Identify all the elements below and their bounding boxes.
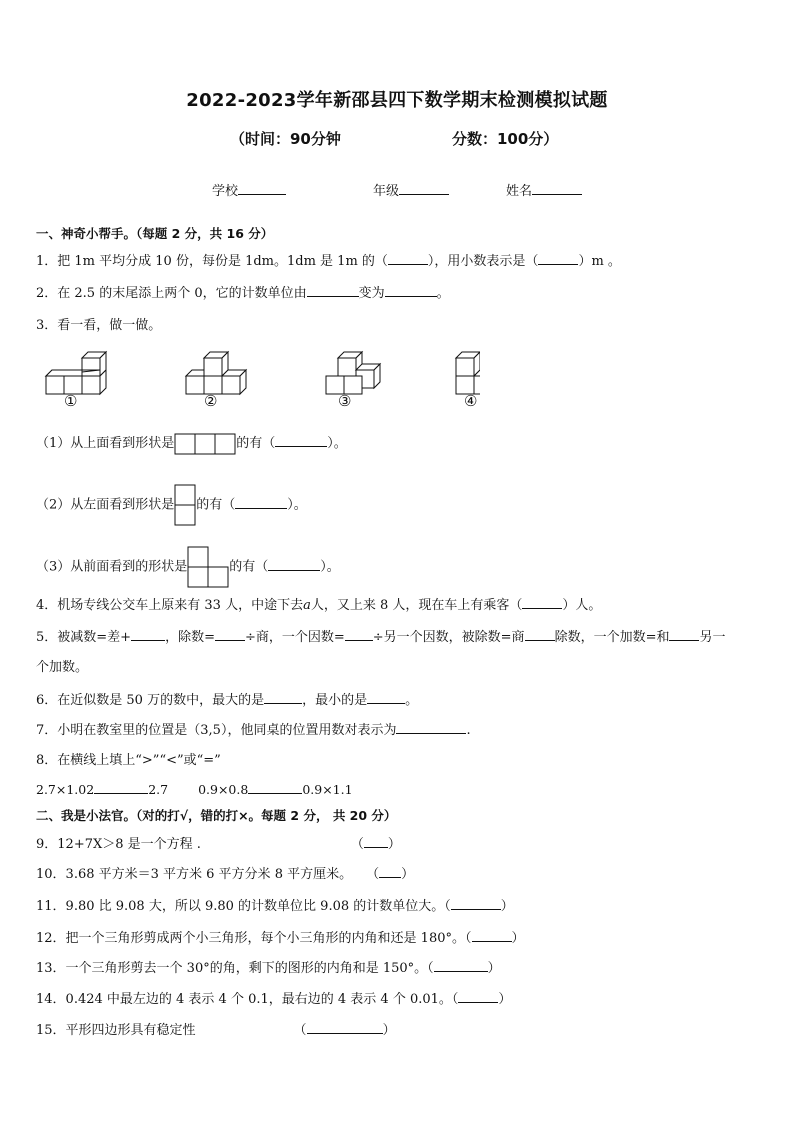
q5-blank-2 [215, 628, 245, 641]
q3-3-blank [268, 558, 320, 571]
q8-expr-a: 2.7×1.02 [36, 782, 95, 797]
q12-blank [472, 929, 512, 942]
q1-end: ）m 。 [578, 254, 621, 269]
q3-3-end: ）。 [320, 559, 340, 575]
q1-text: 1．把 1m 平均分成 10 份，每份是 1dm。1dm 是 1m 的（ [36, 254, 388, 269]
question-4 [36, 594, 601, 613]
q3-1-end: ）。 [327, 436, 347, 451]
q5-part-6: 另一 [699, 630, 726, 645]
page-title: 2022-2023学年新邵县四下数学期末检测模拟试题 [186, 90, 608, 111]
grade-field [373, 180, 449, 199]
q13-text: 13．一个三角形剪去一个 30°的角，剩下的图形的内角和是 150°。（ [36, 961, 434, 976]
q3-1-blank [275, 434, 327, 447]
q5-blank-4 [525, 628, 555, 641]
figure-3-label: ③ [338, 392, 352, 410]
q10-blank [379, 865, 401, 878]
name-blank [532, 182, 582, 195]
q10-text: 10．3.68 平方米＝3 平方米 6 平方分米 8 平方厘米。 [36, 867, 353, 882]
q1-blank-1 [388, 252, 428, 265]
q8-expr-b: 2.7 [148, 782, 169, 797]
question-3: 3．看一看，做一做。 [36, 318, 162, 333]
name-field [506, 180, 582, 199]
q5-blank-3 [345, 628, 373, 641]
school-label: 学校 [212, 184, 239, 199]
grade-blank [399, 182, 449, 195]
q3-2-text: （2）从左面看到形状是 [36, 497, 175, 513]
figure-4 [456, 352, 480, 394]
q13-close: ） [487, 961, 501, 976]
q1-mid: ），用小数表示是（ [427, 254, 539, 269]
q8-expr-c: 0.9×0.8 [198, 782, 249, 797]
question-3-3 [36, 546, 340, 588]
question-14 [36, 988, 511, 1007]
q4-end: ）人。 [562, 598, 602, 613]
figure-1-label: ① [64, 392, 78, 410]
q3-3-post: 的有（ [229, 559, 269, 575]
q5-part-1: 5．被减数=差+ [36, 630, 132, 645]
figure-1 [46, 352, 106, 394]
q3-3-text: （3）从前面看到的形状是 [36, 559, 188, 575]
q14-text: 14．0.424 中最左边的 4 表示 4 个 0.1，最右边的 4 表示 4 个 0.01。（ [36, 992, 459, 1007]
q9-close: ） [387, 837, 401, 852]
q13-blank [434, 959, 488, 972]
q10-open: （ [366, 867, 380, 882]
question-11 [36, 895, 514, 914]
q4-blank [522, 596, 562, 609]
figure-2-label: ② [204, 392, 218, 410]
q5-blank-1 [131, 628, 165, 641]
name-label: 姓名 [506, 184, 533, 199]
q4-variable: a [303, 598, 311, 613]
q15-close: ） [382, 1023, 396, 1038]
q4-mid: 人，又上来 8 人，现在车上有乘客（ [310, 598, 523, 613]
q7-text: 7．小明在教室里的位置是（3,5），他同桌的位置用数对表示为 [36, 723, 397, 738]
q2-blank-2 [385, 284, 437, 297]
q9-text: 9．12+7X＞8 是一个方程 . [36, 837, 201, 852]
q6-mid: ，最小的是 [302, 693, 368, 708]
question-10 [36, 863, 414, 882]
question-5 [36, 626, 725, 645]
q8-expr-d: 0.9×1.1 [302, 782, 353, 797]
q9-blank [364, 835, 388, 848]
score-label: 分数：100分） [452, 130, 559, 148]
q8-blank-1 [94, 781, 148, 794]
q5-part-5: 除数，一个加数=和 [554, 630, 670, 645]
question-5-cont: 个加数。 [36, 660, 89, 675]
q11-close: ） [500, 899, 514, 914]
q12-text: 12．把一个三角形剪成两个小三角形，每个小三角形的内角和还是 180°。（ [36, 931, 472, 946]
figure-2 [186, 352, 246, 394]
q2-mid: 变为 [358, 286, 385, 301]
question-2 [36, 282, 450, 301]
cube-figures [40, 346, 480, 414]
question-13 [36, 957, 501, 976]
question-6 [36, 689, 418, 708]
q10-close: ） [401, 867, 415, 882]
question-8: 8．在横线上填上“>”“<”或“=” [36, 753, 221, 768]
front-view-shape [187, 546, 229, 588]
q3-2-end: ）。 [287, 497, 307, 513]
q14-blank [458, 990, 498, 1003]
question-3-1 [36, 432, 347, 455]
q7-end: . [466, 723, 471, 738]
q7-blank [396, 721, 466, 734]
q6-text: 6．在近似数是 50 万的数中，最大的是 [36, 693, 265, 708]
q15-text: 15．平形四边形具有稳定性 [36, 1023, 196, 1038]
question-7 [36, 719, 471, 738]
q2-blank-1 [307, 284, 359, 297]
q6-end: 。 [405, 693, 419, 708]
question-9 [36, 833, 401, 852]
q11-text: 11．9.80 比 9.08 大，所以 9.80 的计数单位比 9.08 的计数单位大。（ [36, 899, 451, 914]
q6-blank-2 [367, 691, 405, 704]
q15-blank [307, 1021, 383, 1034]
q5-part-3: ÷商，一个因数= [244, 630, 345, 645]
q14-close: ） [498, 992, 512, 1007]
q4-text: 4．机场专线公交车上原来有 33 人，中途下去 [36, 598, 304, 613]
q3-2-post: 的有（ [196, 497, 236, 513]
time-label: （时间：90分钟 [230, 130, 341, 148]
q2-text: 2．在 2.5 的末尾添上两个 0，它的计数单位由 [36, 286, 307, 301]
q8-blank-2 [248, 781, 302, 794]
q2-end: 。 [436, 286, 450, 301]
q6-blank-1 [264, 691, 302, 704]
question-1 [36, 250, 621, 269]
left-view-shape [174, 484, 196, 526]
figure-3 [326, 352, 380, 394]
q5-part-4: ÷另一个因数，被除数=商 [372, 630, 525, 645]
question-8-items [36, 781, 353, 797]
school-field [212, 180, 286, 199]
school-blank [238, 182, 286, 195]
question-3-2 [36, 484, 307, 526]
top-view-shape [174, 433, 236, 455]
q15-open: （ [293, 1023, 307, 1038]
q5-blank-5 [669, 628, 699, 641]
grade-label: 年级 [373, 184, 400, 199]
q5-part-2: ，除数= [165, 630, 215, 645]
q3-1-text: （1）从上面看到形状是 [36, 436, 175, 451]
q9-open: （ [350, 837, 364, 852]
section2-heading: 二、我是小法官。（对的打√，错的打×。每题 2 分， 共 20 分） [36, 808, 397, 823]
question-12 [36, 927, 525, 946]
q3-2-blank [235, 496, 287, 509]
question-15 [36, 1019, 396, 1038]
q12-close: ） [511, 931, 525, 946]
figure-4-label: ④ [464, 392, 478, 410]
q11-blank [451, 897, 501, 910]
q1-blank-2 [538, 252, 578, 265]
q3-1-post: 的有（ [236, 436, 276, 451]
section1-heading: 一、神奇小帮手。（每题 2 分，共 16 分） [36, 226, 274, 241]
